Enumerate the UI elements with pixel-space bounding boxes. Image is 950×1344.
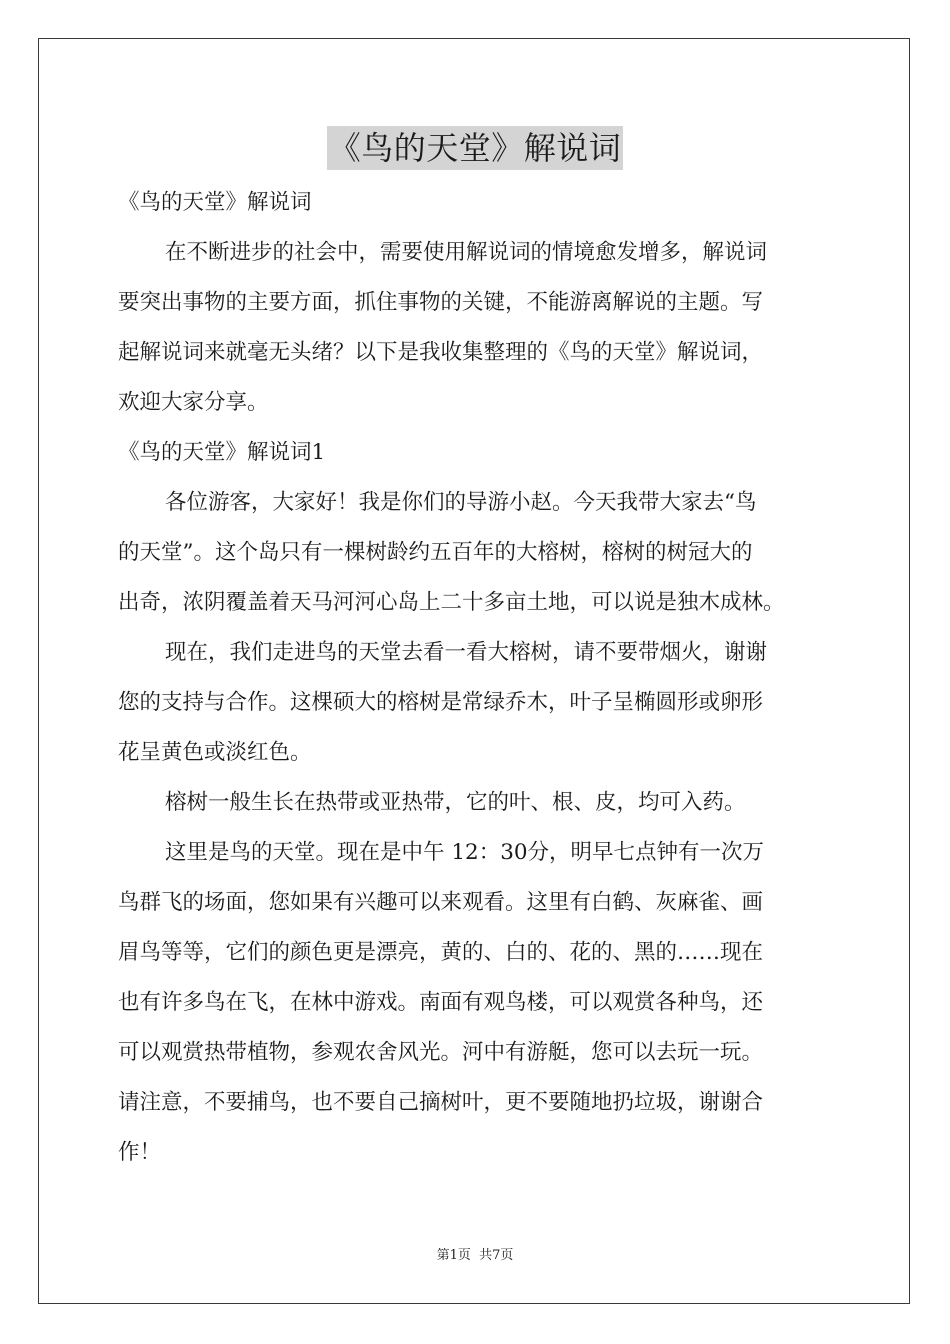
text-line: 作！ [118, 1140, 162, 1165]
text-line: 各位游客，大家好！我是你们的导游小赵。今天我带大家去“鸟 [165, 490, 757, 515]
text-line: 起解说词来就毫无头绪？以下是我收集整理的《鸟的天堂》解说词， [118, 340, 764, 365]
text-line: 您的支持与合作。这棵硕大的榕树是常绿乔木，叶子呈椭圆形或卵形 [118, 690, 764, 715]
text-line: 可以观赏热带植物，参观农舍风光。河中有游艇，您可以去玩一玩。 [118, 1040, 764, 1065]
text-line: 要突出事物的主要方面，抓住事物的关键，不能游离解说的主题。写 [118, 290, 764, 315]
text-line: 鸟群飞的场面，您如果有兴趣可以来观看。这里有白鹤、灰麻雀、画 [118, 890, 764, 915]
text-line: 现在，我们走进鸟的天堂去看一看大榕树，请不要带烟火，谢谢 [165, 640, 768, 665]
text-line: 的天堂”。这个岛只有一棵树龄约五百年的大榕树，榕树的树冠大的 [118, 540, 753, 565]
page-number: 第1页 [436, 1248, 471, 1263]
text-line: 《鸟的天堂》解说词 [118, 190, 312, 215]
text-line: 花呈黄色或淡红色。 [118, 740, 312, 765]
title-container [0, 126, 950, 170]
document-title: 《鸟的天堂》解说词 [327, 126, 624, 170]
page-footer [0, 1246, 950, 1266]
text-line: 这里是鸟的天堂。现在是中午 12：30分，明早七点钟有一次万 [165, 840, 765, 865]
text-line: 欢迎大家分享。 [118, 390, 269, 415]
page-total: 共7页 [479, 1248, 514, 1263]
text-line: 在不断进步的社会中，需要使用解说词的情境愈发增多，解说词 [165, 240, 768, 265]
text-line: 也有许多鸟在飞，在林中游戏。南面有观鸟楼，可以观赏各种鸟，还 [118, 990, 764, 1015]
document-body [118, 178, 838, 1178]
text-line: 请注意，不要捕鸟，也不要自己摘树叶，更不要随地扔垃圾，谢谢合 [118, 1090, 764, 1115]
text-line: 出奇，浓阴覆盖着天马河河心岛上二十多亩土地，可以说是独木成林。 [118, 590, 785, 615]
text-line: 榕树一般生长在热带或亚热带，它的叶、根、皮，均可入药。 [165, 790, 746, 815]
text-line: 《鸟的天堂》解说词1 [118, 440, 326, 465]
text-line: 眉鸟等等，它们的颜色更是漂亮，黄的、白的、花的、黑的……现在 [118, 940, 764, 965]
